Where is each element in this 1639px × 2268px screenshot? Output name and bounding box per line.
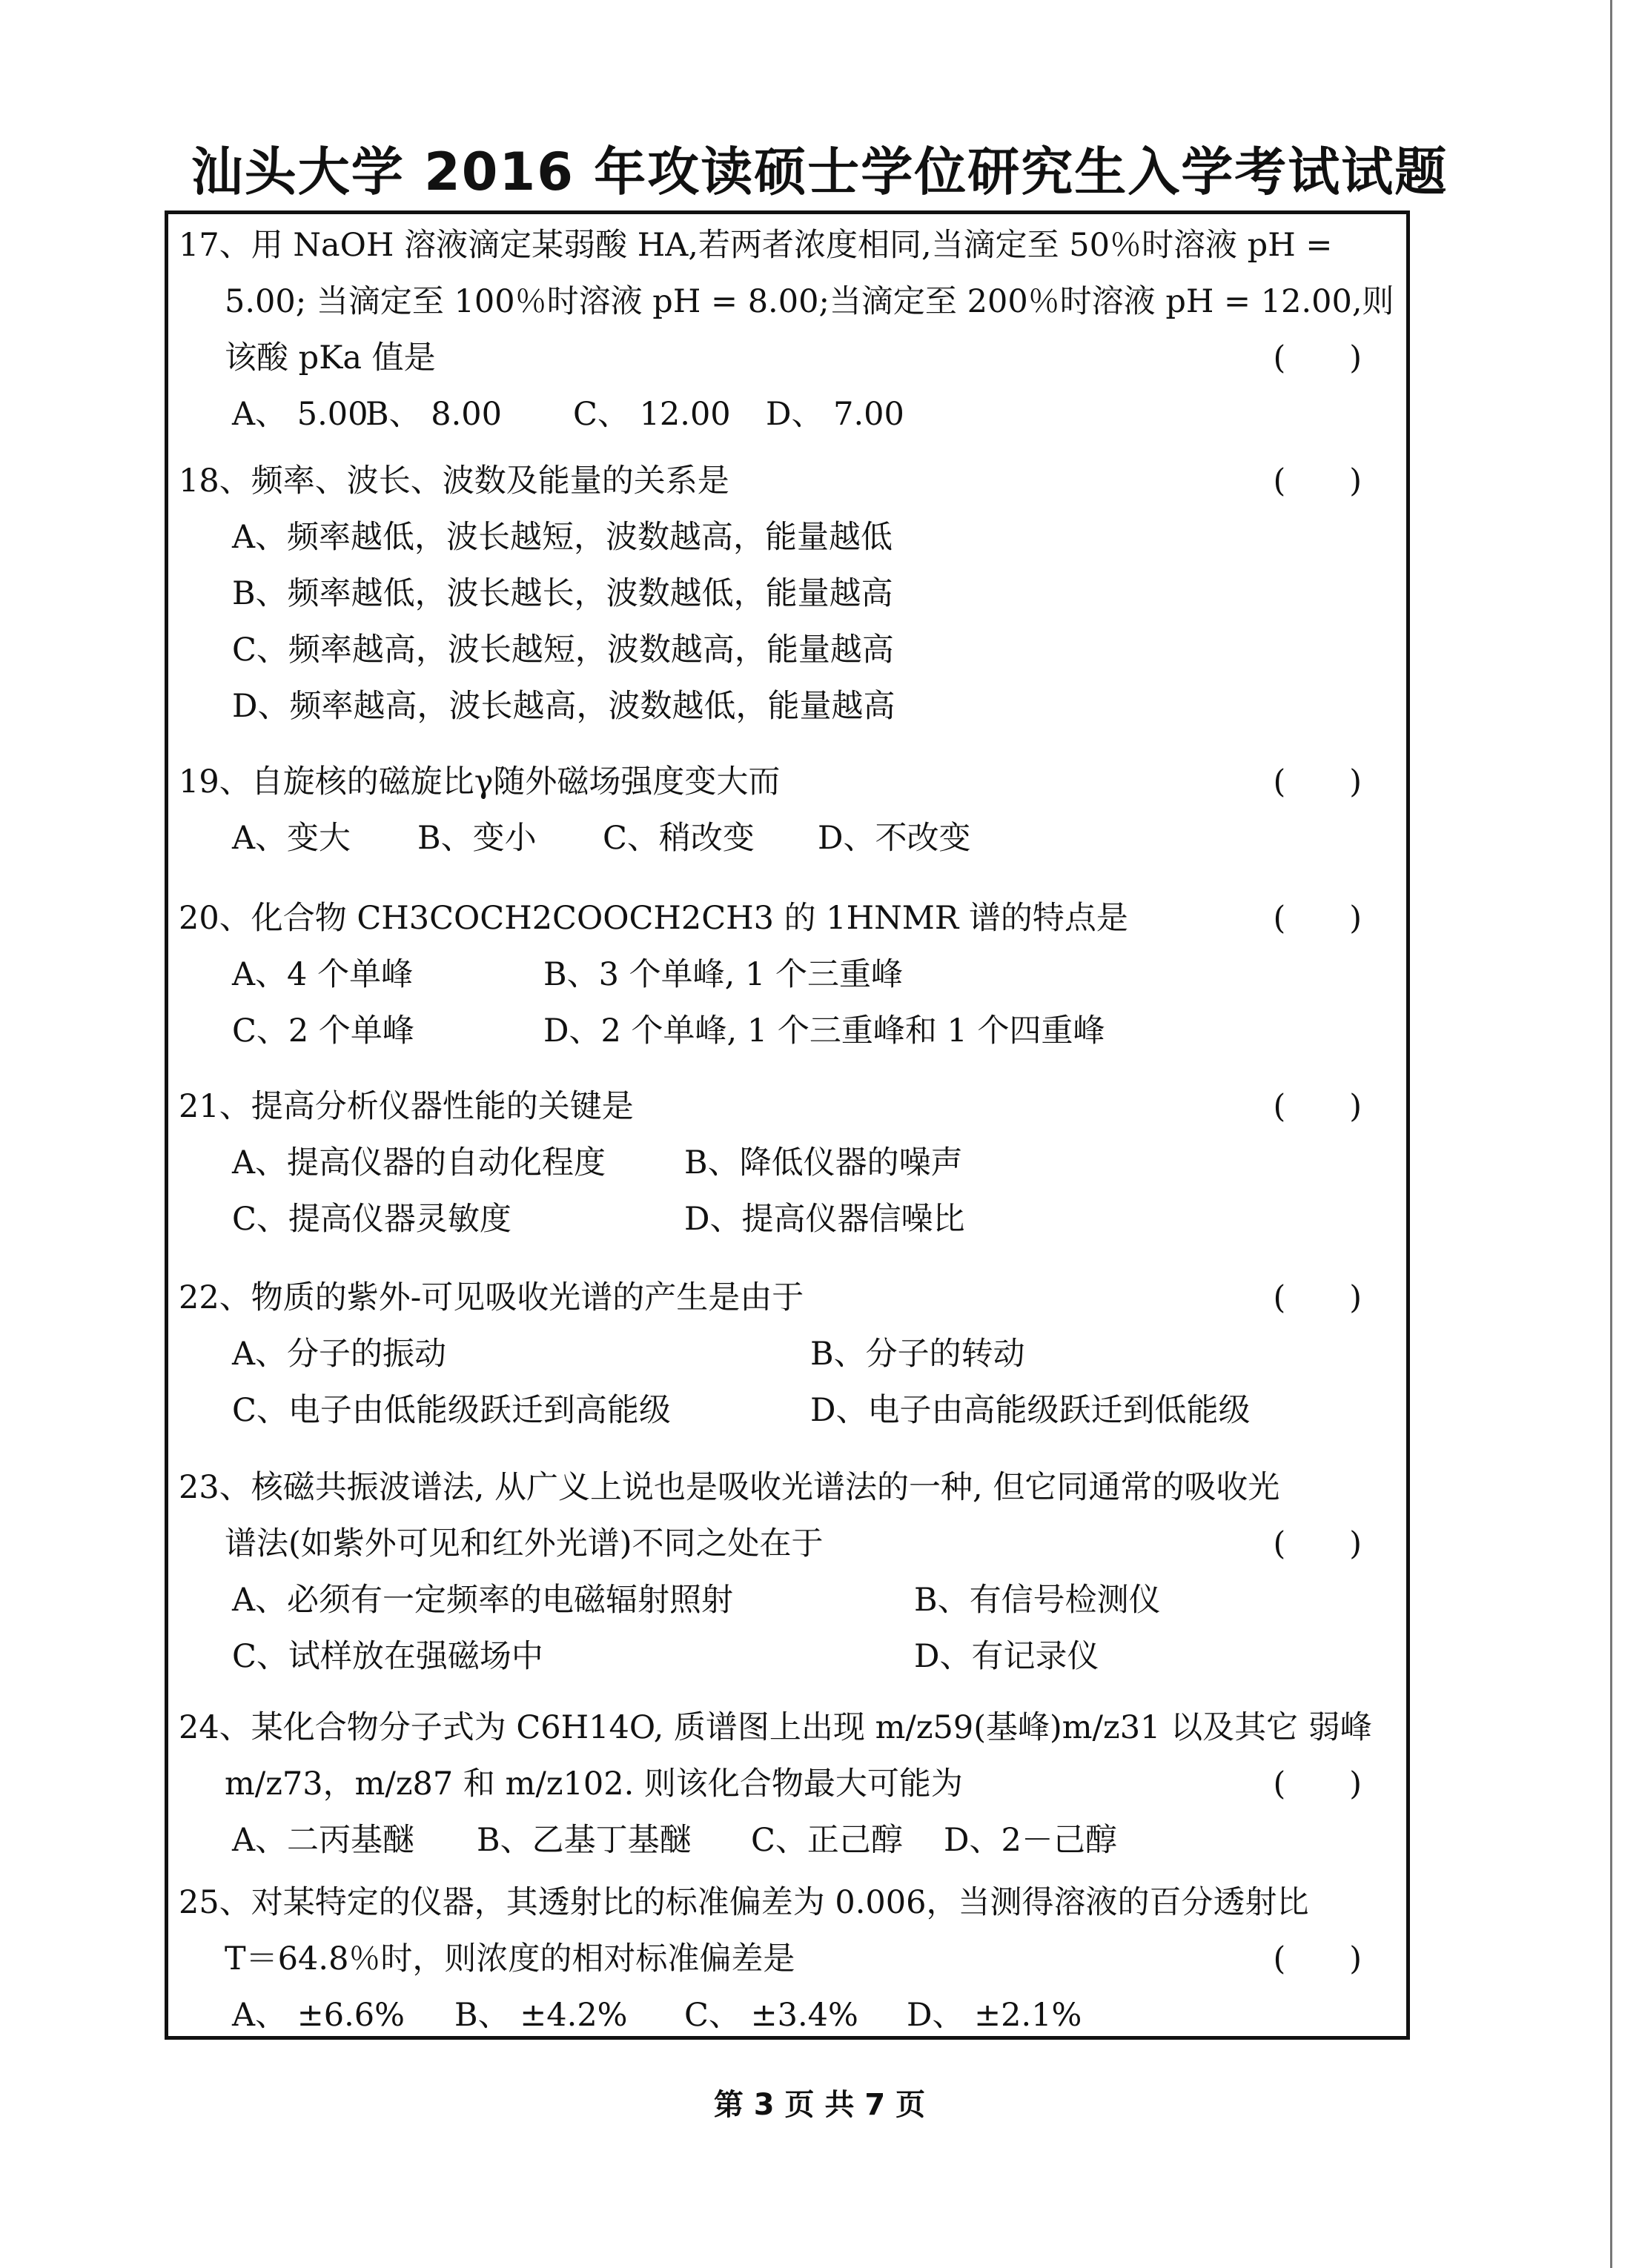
option-d: D、2－己醇 [944, 1822, 1117, 1859]
option-d: D、提高仪器信噪比 [684, 1201, 965, 1238]
stem-line: 20、化合物 CH3COCH2COOCH2CH3 的 1HNMR 谱的特点是 [179, 900, 1128, 937]
option-c: C、正己醇 [751, 1822, 903, 1859]
question-stem [168, 1459, 1406, 1572]
option-c: C、频率越高，波长越短，波数越高，能量越高 [232, 631, 894, 669]
option-b: B、降低仪器的噪声 [684, 1144, 963, 1181]
question-19 [168, 754, 1406, 866]
stem-line: T＝64.8％时，则浓度的相对标准偏差是 [225, 1940, 795, 1977]
question-stem [168, 1270, 1406, 1326]
option-b: B、乙基丁基醚 [477, 1822, 692, 1859]
stem-line: 该酸 pKa 值是 [225, 339, 436, 377]
options [168, 386, 1406, 442]
option-c: C、 12.00 [573, 396, 731, 433]
question-stem [168, 1874, 1406, 1987]
option-d: D、 ±2.1% [907, 1997, 1082, 2034]
option-a: A、提高仪器的自动化程度 [232, 1144, 606, 1181]
stem-line: 18、频率、波长、波数及能量的关系是 [179, 462, 729, 500]
question-stem [168, 754, 1406, 810]
option-c: C、 ±3.4% [684, 1997, 858, 2034]
stem-line: 17、用 NaOH 溶液滴定某弱酸 HA,若两者浓度相同,当滴定至 50％时溶液 pH = [179, 227, 1333, 264]
option-b: B、 8.00 [365, 396, 503, 433]
answer-bracket: ( ) [1273, 1279, 1362, 1316]
options [168, 946, 1406, 1059]
option-b: B、变小 [417, 820, 537, 857]
answer-bracket: ( ) [1273, 1765, 1362, 1803]
stem-line: 22、物质的紫外-可见吸收光谱的产生是由于 [179, 1279, 804, 1316]
question-18 [168, 453, 1406, 735]
stem-line: 谱法(如紫外可见和红外光谱)不同之处在于 [225, 1525, 824, 1562]
options [168, 1812, 1406, 1869]
page-title: 汕头大学 2016 年攻读硕士学位研究生入学考试试题 [191, 142, 1448, 202]
stem-line: m/z73，m/z87 和 m/z102. 则该化合物最大可能为 [225, 1765, 963, 1803]
option-b: B、有信号检测仪 [914, 1582, 1161, 1619]
options [168, 509, 1406, 735]
option-b: B、3 个单峰, 1 个三重峰 [543, 956, 903, 993]
option-c: C、试样放在强磁场中 [232, 1638, 543, 1675]
stem-line: 25、对某特定的仪器，其透射比的标准偏差为 0.006，当测得溶液的百分透射比 [179, 1884, 1309, 1921]
options [168, 1572, 1406, 1685]
question-20 [168, 890, 1406, 1059]
option-b: B、 ±4.2% [454, 1997, 628, 2034]
question-24 [168, 1700, 1406, 1869]
answer-bracket: ( ) [1273, 339, 1362, 377]
option-d: D、频率越高，波长越高，波数越低，能量越高 [232, 688, 895, 725]
option-a: A、变大 [232, 820, 351, 857]
option-a: A、二丙基醚 [232, 1822, 415, 1859]
stem-line: 19、自旋核的磁旋比γ随外磁场强度变大而 [179, 763, 781, 800]
stem-line: 23、核磁共振波谱法, 从广义上说也是吸收光谱法的一种, 但它同通常的吸收光 [179, 1469, 1280, 1506]
option-a: A、 ±6.6% [232, 1997, 405, 2034]
option-a: A、4 个单峰 [232, 956, 414, 993]
option-d: D、电子由高能级跃迁到低能级 [810, 1392, 1251, 1429]
option-d: D、有记录仪 [914, 1638, 1099, 1675]
question-21 [168, 1078, 1406, 1247]
question-17 [168, 217, 1406, 442]
option-c: C、提高仪器灵敏度 [232, 1201, 511, 1238]
question-25 [168, 1874, 1406, 2043]
answer-bracket: ( ) [1273, 763, 1362, 800]
question-stem [168, 217, 1406, 386]
option-d: D、2 个单峰, 1 个三重峰和 1 个四重峰 [543, 1012, 1105, 1050]
page-edge-rule [1610, 0, 1612, 2268]
answer-bracket: ( ) [1273, 462, 1362, 500]
page-number: 第 3 页 共 7 页 [713, 2088, 926, 2122]
question-stem [168, 453, 1406, 509]
stem-line: 21、提高分析仪器性能的关键是 [179, 1088, 634, 1125]
stem-line: 24、某化合物分子式为 C6H14O, 质谱图上出现 m/z59(基峰)m/z31 以及其它 弱峰 [179, 1709, 1372, 1746]
option-a: A、 5.00 [232, 396, 368, 433]
answer-bracket: ( ) [1273, 1525, 1362, 1562]
options [168, 1326, 1406, 1439]
question-23 [168, 1459, 1406, 1685]
option-c: C、2 个单峰 [232, 1012, 414, 1050]
option-c: C、电子由低能级跃迁到高能级 [232, 1392, 671, 1429]
question-stem [168, 1700, 1406, 1812]
option-d: D、不改变 [818, 820, 971, 857]
option-b: B、分子的转动 [810, 1336, 1025, 1373]
option-a: A、频率越低，波长越短，波数越高，能量越低 [232, 519, 893, 556]
question-stem [168, 1078, 1406, 1135]
options [168, 810, 1406, 866]
answer-bracket: ( ) [1273, 1940, 1362, 1977]
option-a: A、分子的振动 [232, 1336, 447, 1373]
answer-bracket: ( ) [1273, 900, 1362, 937]
stem-line: 5.00; 当滴定至 100％时溶液 pH = 8.00;当滴定至 200％时溶液 pH = 12.00,则 [225, 283, 1394, 320]
question-frame [165, 210, 1410, 2040]
option-a: A、必须有一定频率的电磁辐射照射 [232, 1582, 734, 1619]
options [168, 1135, 1406, 1247]
answer-bracket: ( ) [1273, 1088, 1362, 1125]
question-22 [168, 1270, 1406, 1439]
option-d: D、 7.00 [766, 396, 904, 433]
option-b: B、频率越低，波长越长，波数越低，能量越高 [232, 575, 893, 612]
question-stem [168, 890, 1406, 946]
options [168, 1987, 1406, 2043]
option-c: C、稍改变 [603, 820, 755, 857]
